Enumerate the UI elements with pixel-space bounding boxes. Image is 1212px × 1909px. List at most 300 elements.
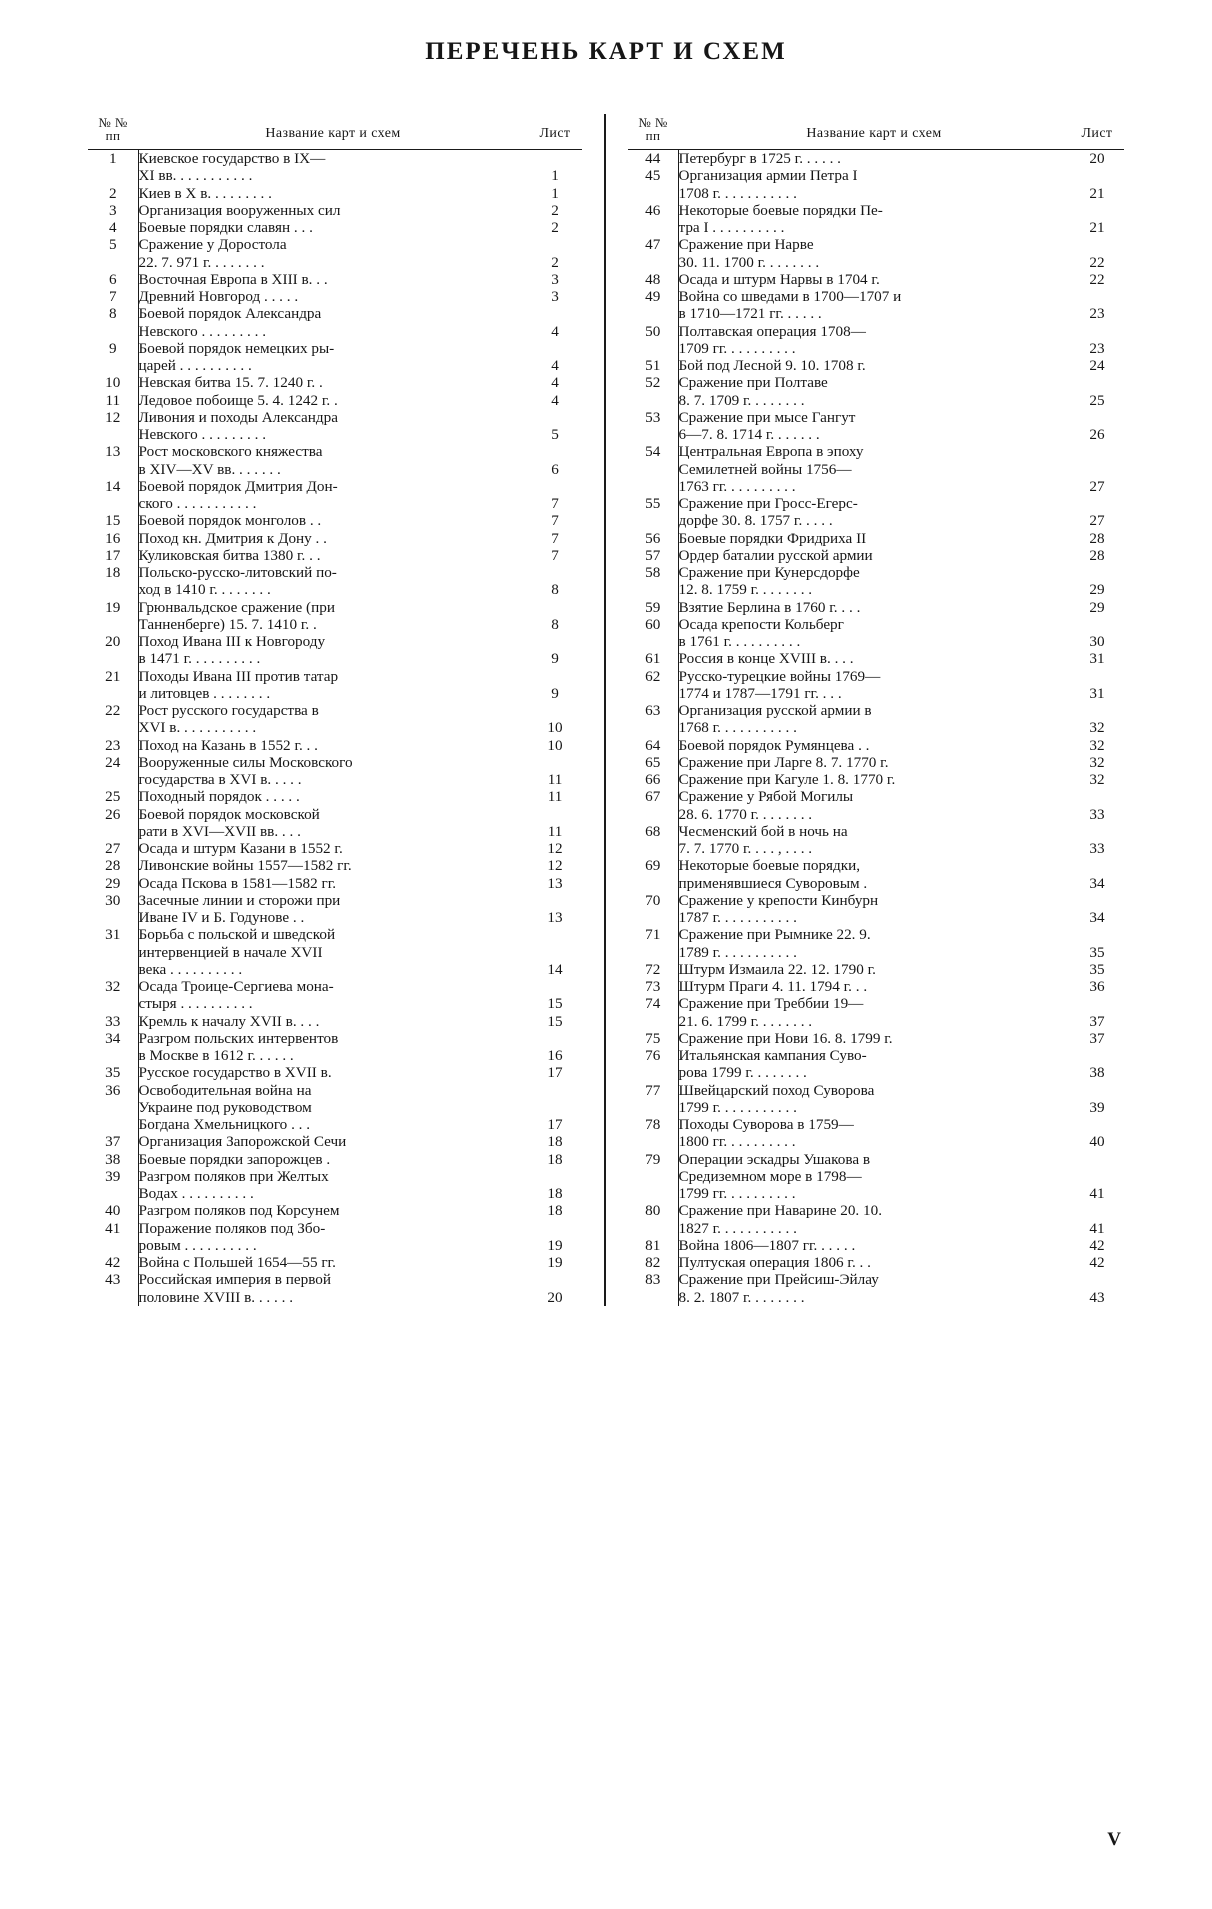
row-title-line: Ливония и походы Александра	[138, 408, 338, 426]
row-title-line: Организация армии Петра I	[678, 167, 858, 185]
row-sheet-number: 36	[1089, 978, 1105, 995]
row-title	[678, 1082, 1070, 1117]
row-title	[678, 1151, 1070, 1203]
table-row	[628, 599, 1124, 616]
table-row	[88, 305, 582, 340]
row-title-line: рова 1799 г. . . . . . . .	[678, 1064, 807, 1082]
row-sheet-number: 32	[1089, 736, 1105, 754]
table-row	[88, 374, 582, 391]
row-number: 59	[628, 599, 678, 616]
row-sheet-number: 38	[1089, 1064, 1105, 1082]
table-row	[88, 392, 582, 409]
row-number: 52	[628, 374, 678, 409]
row-number: 60	[628, 616, 678, 651]
table-row	[88, 409, 582, 444]
row-title	[138, 857, 528, 874]
row-title	[138, 806, 528, 841]
row-title-line: Семилетней войны 1756—	[678, 460, 852, 478]
row-title-line: Осада Пскова в 1581—1582 гг.	[138, 874, 337, 892]
table-row	[628, 1254, 1124, 1271]
right-column	[606, 114, 1124, 1306]
row-title-line: 1787 г. . . . . . . . . . .	[678, 909, 797, 926]
row-title	[678, 1047, 1070, 1082]
row-title	[138, 737, 528, 754]
row-sheet-number: 4	[551, 322, 559, 340]
row-sheet-number: 11	[547, 822, 563, 840]
row-number: 76	[628, 1047, 678, 1082]
row-title-line: 7. 7. 1770 г. . . . , . . . .	[678, 840, 813, 857]
row-title	[678, 771, 1070, 788]
row-title	[678, 236, 1070, 271]
row-number: 36	[88, 1082, 138, 1134]
row-title	[678, 961, 1070, 978]
row-number: 24	[88, 754, 138, 789]
row-title-line: Боевые порядки славян . . .	[138, 219, 313, 236]
row-title	[678, 443, 1070, 495]
row-title-line: Боевой порядок Румянцева . .	[678, 736, 870, 754]
row-title-line: Танненберге) 15. 7. 1410 г. .	[138, 615, 317, 633]
row-title-line: Сражение при Гросс-Егерс-	[678, 495, 858, 512]
table-row	[88, 926, 582, 978]
table-row	[628, 702, 1124, 737]
row-title-line: Вооруженные силы Московского	[138, 753, 353, 771]
row-number: 74	[628, 995, 678, 1030]
table-row	[88, 978, 582, 1013]
row-sheet-number: 12	[547, 857, 563, 875]
row-title-line: 1789 г. . . . . . . . . . .	[678, 943, 797, 961]
row-title	[138, 530, 528, 547]
row-sheet-number: 31	[1089, 684, 1105, 702]
document-page	[0, 38, 1212, 1909]
table-row	[88, 857, 582, 874]
table-row	[628, 616, 1124, 651]
row-number: 47	[628, 236, 678, 271]
table-row	[628, 374, 1124, 409]
row-title-line: Петербург в 1725 г. . . . . .	[678, 150, 841, 167]
table-row	[88, 1064, 582, 1081]
row-title-line: Итальянская кампания Суво-	[678, 1047, 867, 1064]
table-row	[88, 340, 582, 375]
row-sheet-number: 7	[551, 512, 559, 530]
row-title-line: Походный порядок . . . . .	[138, 788, 300, 806]
row-title	[138, 288, 528, 305]
table-row	[628, 547, 1124, 564]
table-row	[628, 236, 1124, 271]
table-row	[628, 978, 1124, 995]
row-title	[678, 495, 1070, 530]
row-title-line: 1774 и 1787—1791 гг. . . .	[678, 684, 842, 702]
table-row	[88, 633, 582, 668]
row-title	[138, 202, 528, 219]
row-number: 4	[88, 219, 138, 236]
row-title-line: 8. 7. 1709 г. . . . . . . .	[678, 391, 805, 409]
table-row	[628, 357, 1124, 374]
row-number: 10	[88, 374, 138, 391]
row-title-line: Водах . . . . . . . . . .	[138, 1185, 254, 1202]
row-number: 32	[88, 978, 138, 1013]
row-title	[138, 788, 528, 805]
row-title-line: Походы Суворова в 1759—	[678, 1116, 854, 1133]
row-title	[138, 443, 528, 478]
row-title-line: Чесменский бой в ночь на	[678, 822, 848, 840]
table-row	[628, 650, 1124, 667]
row-number: 46	[628, 202, 678, 237]
row-title-line: 22. 7. 971 г. . . . . . . .	[138, 253, 265, 271]
row-title-line: Сражение при Нови 16. 8. 1799 г.	[678, 1029, 893, 1047]
row-title-line: Невская битва 15. 7. 1240 г. .	[138, 374, 323, 392]
row-title-line: Иване IV и Б. Годунове . .	[138, 909, 305, 926]
row-title-line: тра I . . . . . . . . . .	[678, 219, 785, 236]
row-title	[138, 1271, 528, 1306]
table-row	[628, 1271, 1124, 1306]
row-title-line: 1708 г. . . . . . . . . . .	[678, 184, 797, 202]
row-title-line: Штурм Праги 4. 11. 1794 г. . .	[678, 978, 868, 995]
row-sheet-number: 39	[1089, 1098, 1105, 1116]
row-sheet-number: 2	[551, 219, 559, 236]
row-title	[138, 1202, 528, 1219]
row-sheet-number: 12	[547, 840, 563, 857]
row-sheet-number: 17	[547, 1064, 563, 1082]
row-sheet-number: 35	[1089, 960, 1105, 978]
row-title-line: Взятие Берлина в 1760 г. . . .	[678, 598, 861, 616]
page-title: ПЕРЕЧЕНЬ КАРТ И СХЕМ	[425, 38, 787, 65]
row-title	[138, 754, 528, 789]
row-number: 34	[88, 1030, 138, 1065]
row-title	[138, 892, 528, 927]
row-number: 9	[88, 340, 138, 375]
maps-table-right	[628, 114, 1124, 1306]
row-title-line: Грюнвальдское сражение (при	[138, 598, 335, 616]
table-row	[88, 547, 582, 564]
row-sheet-number: 26	[1089, 426, 1105, 443]
row-number: 26	[88, 806, 138, 841]
row-number: 15	[88, 512, 138, 529]
table-row	[628, 823, 1124, 858]
row-number: 13	[88, 443, 138, 478]
table-row	[628, 771, 1124, 788]
row-number: 67	[628, 788, 678, 823]
row-title-line: Сражение при Прейсиш-Эйлау	[678, 1271, 879, 1289]
row-sheet-number: 11	[547, 771, 563, 788]
row-number: 39	[88, 1168, 138, 1203]
row-number: 70	[628, 892, 678, 927]
row-sheet-number: 13	[547, 874, 563, 892]
row-number: 2	[88, 185, 138, 202]
table-row	[88, 1271, 582, 1306]
row-title	[138, 409, 528, 444]
row-title	[678, 202, 1070, 237]
row-title-line: Осада и штурм Нарвы в 1704 г.	[678, 270, 880, 288]
row-title-line: Сражение при Треббии 19—	[678, 995, 864, 1013]
row-title-line: Поход кн. Дмитрия к Дону . .	[138, 529, 327, 547]
table-row	[628, 1116, 1124, 1151]
row-number: 28	[88, 857, 138, 874]
row-sheet-number: 42	[1089, 1254, 1105, 1271]
row-number: 35	[88, 1064, 138, 1081]
row-title	[138, 840, 528, 857]
row-number: 83	[628, 1271, 678, 1306]
row-number: 78	[628, 1116, 678, 1151]
table-head-left	[88, 114, 582, 150]
row-number: 12	[88, 409, 138, 444]
row-number: 42	[88, 1254, 138, 1271]
table-row	[628, 288, 1124, 323]
row-number: 49	[628, 288, 678, 323]
row-number: 64	[628, 737, 678, 754]
row-title	[138, 1151, 528, 1168]
row-title	[138, 236, 528, 271]
table-row	[628, 150, 1124, 168]
row-sheet-number: 1	[551, 167, 559, 185]
row-title-line: Поход на Казань в 1552 г. . .	[138, 736, 318, 754]
column-header-number-bottom-right: пп	[645, 128, 661, 143]
row-number: 17	[88, 547, 138, 564]
row-title	[138, 875, 528, 892]
two-column-body	[0, 114, 1212, 1306]
row-title-line: в 1471 г. . . . . . . . . .	[138, 650, 261, 668]
row-title	[678, 547, 1070, 564]
row-number: 65	[628, 754, 678, 771]
row-title	[678, 564, 1070, 599]
row-number: 7	[88, 288, 138, 305]
row-title-line: Богдана Хмельницкого . . .	[138, 1116, 311, 1133]
row-title-line: 1800 гг. . . . . . . . . .	[678, 1133, 796, 1151]
row-title	[678, 892, 1070, 927]
row-title-line: ского . . . . . . . . . . .	[138, 495, 257, 512]
table-row	[628, 1082, 1124, 1117]
row-sheet-number: 18	[547, 1133, 563, 1151]
row-title-line: Средиземном море в 1798—	[678, 1167, 862, 1185]
row-title	[678, 1116, 1070, 1151]
row-title-line: ход в 1410 г. . . . . . . .	[138, 581, 271, 599]
row-number: 43	[88, 1271, 138, 1306]
row-number: 53	[628, 409, 678, 444]
row-title	[138, 633, 528, 668]
row-title-line: века . . . . . . . . . .	[138, 960, 243, 978]
table-row	[628, 1030, 1124, 1047]
table-row	[628, 167, 1124, 202]
row-number: 31	[88, 926, 138, 978]
row-title	[138, 374, 528, 391]
row-title-line: Сражение у Рябой Могилы	[678, 788, 854, 806]
row-title-line: Сражение при Ларге 8. 7. 1770 г.	[678, 753, 889, 771]
table-row	[628, 530, 1124, 547]
row-sheet-number: 15	[547, 1012, 563, 1030]
row-title	[138, 668, 528, 703]
row-sheet-number: 22	[1089, 253, 1105, 271]
table-row	[88, 1220, 582, 1255]
row-title-line: 8. 2. 1807 г. . . . . . . .	[678, 1288, 805, 1306]
row-title	[678, 926, 1070, 961]
row-number: 21	[88, 668, 138, 703]
row-sheet-number: 2	[551, 201, 559, 219]
row-number: 23	[88, 737, 138, 754]
row-number: 25	[88, 788, 138, 805]
row-title	[138, 978, 528, 1013]
row-sheet-number: 33	[1089, 840, 1105, 857]
row-title	[138, 271, 528, 288]
row-number: 77	[628, 1082, 678, 1117]
row-number: 73	[628, 978, 678, 995]
row-sheet-number: 20	[547, 1288, 563, 1306]
table-row	[88, 1013, 582, 1030]
row-number: 37	[88, 1133, 138, 1150]
row-number: 51	[628, 357, 678, 374]
row-title	[138, 564, 528, 599]
column-header-number-left	[88, 114, 138, 150]
row-sheet-number: 9	[551, 684, 559, 702]
row-title-line: царей . . . . . . . . . .	[138, 357, 252, 374]
column-header-number-right	[628, 114, 678, 150]
table-row	[88, 185, 582, 202]
row-title-line: Боевой порядок Дмитрия Дон-	[138, 477, 338, 495]
row-sheet-number: 8	[551, 581, 559, 599]
row-title-line: в XIV—XV вв. . . . . . .	[138, 460, 281, 478]
row-title-line: Невского . . . . . . . . .	[138, 322, 267, 340]
row-title-line: Сражение при Рымнике 22. 9.	[678, 926, 871, 944]
table-row	[88, 875, 582, 892]
row-title-line: Разгром поляков при Желтых	[138, 1167, 329, 1185]
row-sheet-number: 30	[1089, 633, 1105, 650]
row-sheet-number: 28	[1089, 546, 1105, 564]
column-header-name-right: Название карт и схем	[678, 114, 1070, 150]
row-title-line: Рост московского княжества	[138, 443, 323, 461]
row-sheet-number: 23	[1089, 305, 1105, 323]
row-title-line: Невского . . . . . . . . .	[138, 426, 267, 443]
row-sheet-number: 37	[1089, 1012, 1105, 1030]
row-title-line: Российская империя в первой	[138, 1271, 332, 1289]
row-title-line: Бой под Лесной 9. 10. 1708 г.	[678, 357, 866, 374]
table-row	[88, 1202, 582, 1219]
row-number: 3	[88, 202, 138, 219]
row-number: 81	[628, 1237, 678, 1254]
row-title	[138, 150, 528, 185]
row-number: 41	[88, 1220, 138, 1255]
table-row	[628, 1202, 1124, 1237]
table-row	[88, 840, 582, 857]
row-number: 40	[88, 1202, 138, 1219]
row-title	[678, 409, 1070, 444]
row-title-line: Операции эскадры Ушакова в	[678, 1150, 871, 1168]
table-row	[628, 926, 1124, 961]
row-sheet-number: 8	[551, 615, 559, 633]
row-title-line: Сражение при Кагуле 1. 8. 1770 г.	[678, 771, 896, 788]
row-sheet-number: 37	[1089, 1029, 1105, 1047]
table-row	[88, 1168, 582, 1203]
row-number: 69	[628, 857, 678, 892]
row-title	[138, 1082, 528, 1134]
row-sheet-number: 24	[1089, 357, 1105, 374]
row-title-line: половине XVIII в. . . . . .	[138, 1288, 294, 1306]
table-row	[88, 1133, 582, 1150]
row-sheet-number: 28	[1089, 529, 1105, 547]
table-row	[628, 961, 1124, 978]
row-title	[138, 219, 528, 236]
row-title	[678, 1237, 1070, 1254]
row-number: 33	[88, 1013, 138, 1030]
row-title-line: Швейцарский поход Суворова	[678, 1081, 875, 1099]
row-sheet-number: 10	[547, 736, 563, 754]
row-sheet-number: 13	[547, 909, 563, 926]
row-title	[678, 167, 1070, 202]
table-row	[628, 1047, 1124, 1082]
table-row	[88, 788, 582, 805]
row-title-line: Киев в X в. . . . . . . . .	[138, 184, 272, 202]
row-number: 18	[88, 564, 138, 599]
row-title	[678, 530, 1070, 547]
row-number: 16	[88, 530, 138, 547]
row-sheet-number: 17	[547, 1116, 563, 1133]
row-title-line: в 1761 г. . . . . . . . . .	[678, 633, 801, 650]
row-sheet-number: 19	[547, 1254, 563, 1271]
row-sheet-number: 40	[1089, 1133, 1105, 1151]
row-title-line: Кремль к началу XVII в. . . .	[138, 1012, 320, 1030]
row-sheet-number: 27	[1089, 512, 1105, 530]
row-title-line: в Москве в 1612 г. . . . . .	[138, 1047, 294, 1064]
row-title-line: Русское государство в XVII в.	[138, 1064, 332, 1082]
row-title	[138, 1254, 528, 1271]
row-sheet-number: 6	[551, 460, 559, 478]
row-title	[138, 599, 528, 634]
row-title	[678, 788, 1070, 823]
row-title	[678, 1254, 1070, 1271]
row-number: 8	[88, 305, 138, 340]
row-sheet-number: 20	[1089, 150, 1105, 167]
table-row	[88, 806, 582, 841]
row-sheet-number: 7	[551, 495, 559, 512]
row-title-line: Осада Троице-Сергиева мона-	[138, 978, 334, 995]
row-title-line: Осада и штурм Казани в 1552 г.	[138, 840, 343, 857]
table-row	[628, 995, 1124, 1030]
row-title-line: 1799 гг. . . . . . . . . .	[678, 1185, 796, 1202]
row-title-line: Украине под руководством	[138, 1098, 312, 1116]
row-sheet-number: 25	[1089, 391, 1105, 409]
row-title-line: Освободительная война на	[138, 1081, 312, 1099]
row-title	[138, 1013, 528, 1030]
maps-table-left	[88, 114, 582, 1306]
row-number: 71	[628, 926, 678, 961]
row-sheet-number: 41	[1089, 1185, 1105, 1202]
column-header-name-left: Название карт и схем	[138, 114, 528, 150]
row-title-line: Сражение у Доростола	[138, 236, 287, 254]
row-title-line: Боевой порядок Александра	[138, 305, 322, 323]
row-title-line: Ордер баталии русской армии	[678, 546, 873, 564]
row-title	[138, 702, 528, 737]
table-row	[88, 1254, 582, 1271]
row-sheet-number: 5	[551, 426, 559, 443]
row-sheet-number: 16	[547, 1047, 563, 1064]
table-row	[88, 478, 582, 513]
column-header-number-top-right: № №	[638, 115, 668, 130]
row-title-line: Польско-русско-литовский по-	[138, 564, 337, 581]
row-title	[138, 547, 528, 564]
table-row	[628, 1151, 1124, 1203]
row-title-line: Война с Польшей 1654—55 гг.	[138, 1254, 336, 1271]
row-title-line: интервенцией в начале XVII	[138, 943, 323, 961]
table-row	[628, 271, 1124, 288]
row-title	[138, 305, 528, 340]
row-title-line: Поход Ивана III к Новгороду	[138, 633, 326, 650]
row-number: 82	[628, 1254, 678, 1271]
row-number: 38	[88, 1151, 138, 1168]
row-title	[138, 1133, 528, 1150]
row-sheet-number: 32	[1089, 719, 1105, 737]
page-number: V	[1107, 1829, 1122, 1850]
row-number: 19	[88, 599, 138, 634]
row-title	[678, 1271, 1070, 1306]
row-number: 30	[88, 892, 138, 927]
table-row	[88, 443, 582, 478]
